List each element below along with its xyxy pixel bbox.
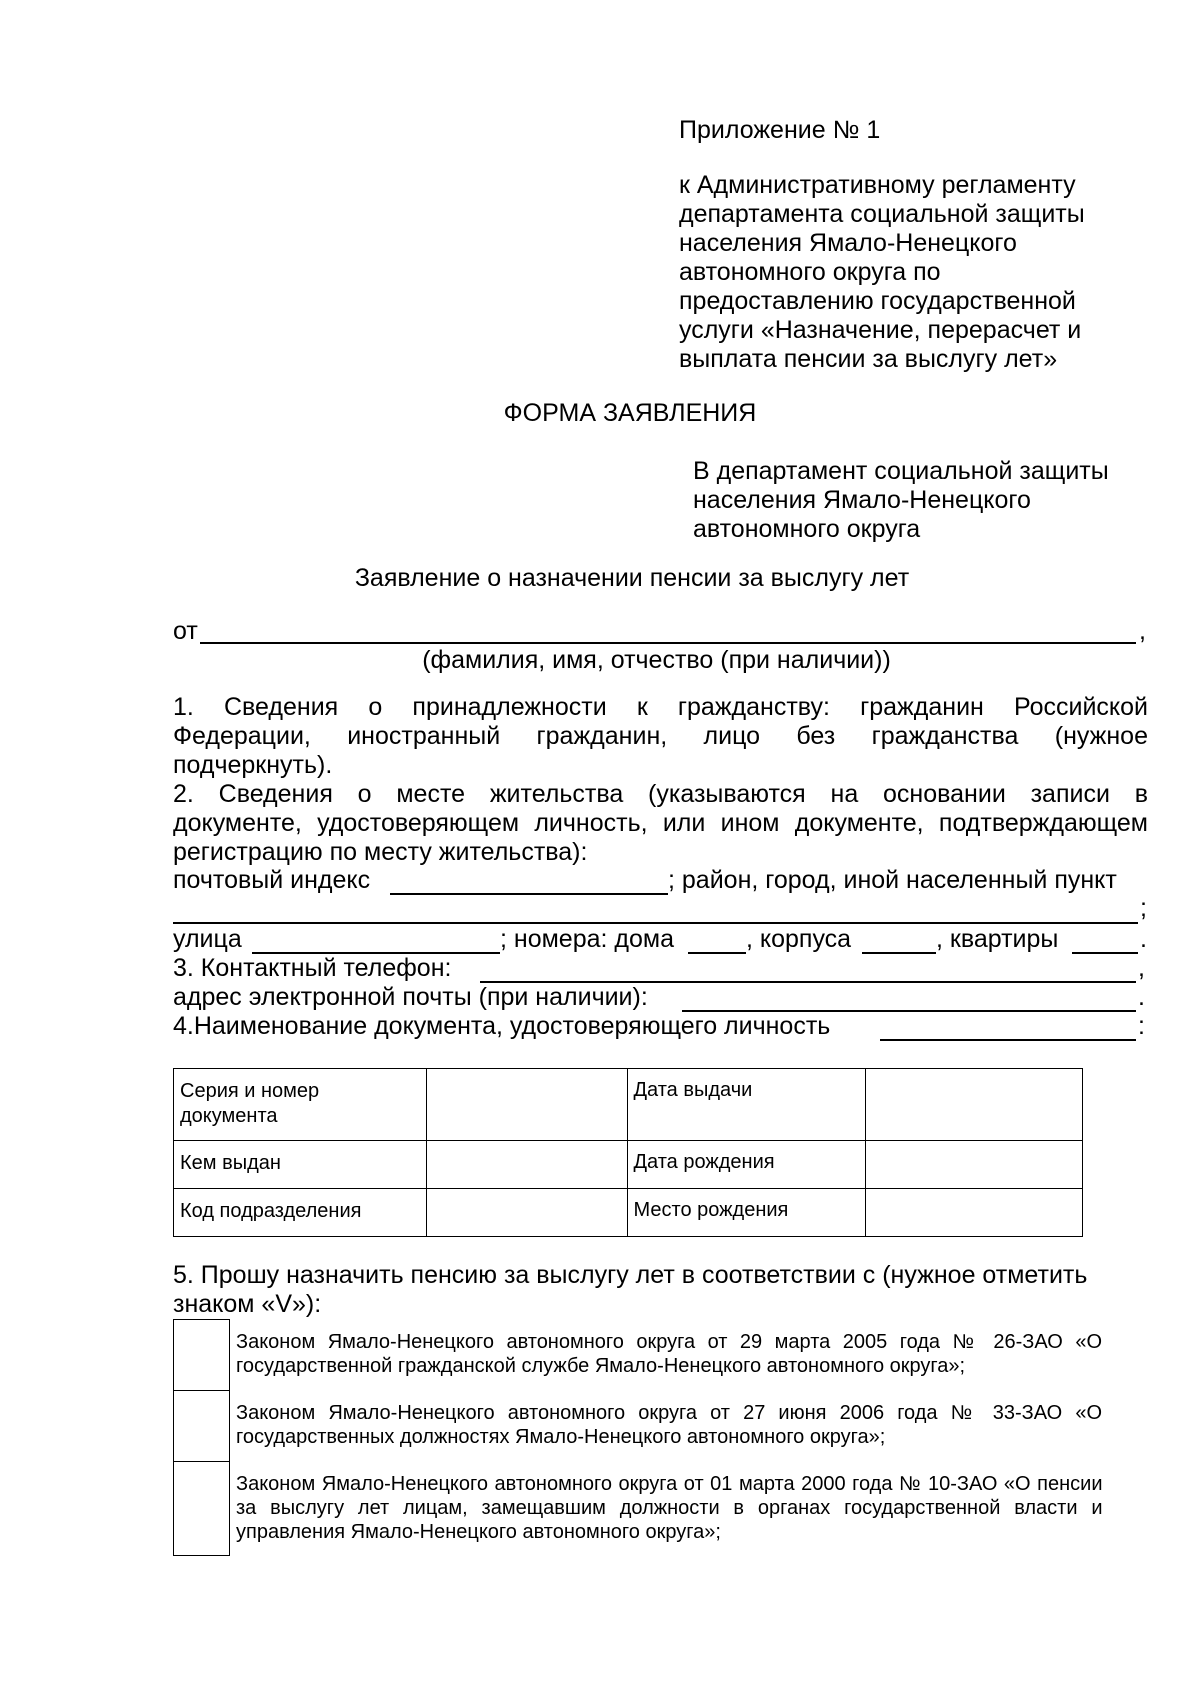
law-option-row xyxy=(174,1320,1103,1391)
law-option-row xyxy=(174,1391,1103,1462)
name-hint: (фамилия, имя, отчество (при наличии)) xyxy=(422,646,891,674)
law-option-text: Законом Ямало-Ненецкого автономного округа от 01 марта 2000 года № 10-ЗАО «О пенсии за выслугу лет лицам, замещавшим должности в органах государственной власти и управления Ямало-Ненецкого автономного округа»; xyxy=(236,1472,1103,1543)
citizenship-line: 1. Сведения о принадлежности к гражданству: гражданин Российской xyxy=(173,693,1148,721)
citizenship-line: подчеркнуть). xyxy=(173,751,333,779)
doc-name-label: 4.Наименование документа, удостоверяющего личность xyxy=(173,1012,831,1040)
table-row xyxy=(174,1141,1083,1189)
block-label: , корпуса xyxy=(746,925,852,953)
postal-index-field[interactable] xyxy=(390,893,668,895)
table-input-cell[interactable] xyxy=(866,1069,1083,1141)
block-field[interactable] xyxy=(862,952,936,954)
law-options-table xyxy=(173,1319,1103,1556)
table-input-cell[interactable] xyxy=(866,1141,1083,1189)
house-field[interactable] xyxy=(688,952,746,954)
law-option-text: Законом Ямало-Ненецкого автономного округа от 29 марта 2005 года № 26-ЗАО «О государственной гражданской службе Ямало-Ненецкого автономного округа»; xyxy=(236,1330,1102,1377)
doc-name-colon: : xyxy=(1138,1012,1145,1040)
table-label-cell: Кем выдан xyxy=(174,1141,427,1189)
pension-request-section xyxy=(173,1261,1148,1319)
table-row xyxy=(174,1189,1083,1237)
house-label: ; номера: дома xyxy=(500,925,674,953)
table-label-cell: Место рождения xyxy=(627,1189,866,1237)
appendix-line: населения Ямало-Ненецкого xyxy=(679,229,1017,257)
flat-field[interactable] xyxy=(1072,952,1138,954)
residence-line: регистрацию по месту жительства): xyxy=(173,838,588,866)
email-period: . xyxy=(1138,983,1145,1011)
appendix-line: выплата пенсии за выслугу лет» xyxy=(679,345,1058,373)
appendix-reference xyxy=(679,171,1139,374)
addressee-line: автономного округа xyxy=(693,515,921,543)
form-title: ФОРМА ЗАЯВЛЕНИЯ xyxy=(503,399,757,427)
pension-request-line: 5. Прошу назначить пенсию за выслугу лет в соответствии с (нужное отметить xyxy=(173,1261,1088,1289)
flat-period: . xyxy=(1140,925,1147,953)
pension-request-line: знаком «V»): xyxy=(173,1290,322,1318)
appendix-line: предоставлению государственной xyxy=(679,287,1076,315)
appendix-line: автономного округа по xyxy=(679,258,941,286)
appendix-line: к Административному регламенту xyxy=(679,171,1076,199)
table-input-cell[interactable] xyxy=(426,1189,627,1237)
postal-index-label: почтовый индекс xyxy=(173,866,371,894)
law-option-checkbox[interactable] xyxy=(174,1320,230,1391)
law-option-checkbox[interactable] xyxy=(174,1462,230,1556)
appendix-number: Приложение № 1 xyxy=(679,116,881,144)
table-label-cell: Дата рождения xyxy=(627,1141,866,1189)
addressee xyxy=(693,457,1153,544)
residence-line: документе, удостоверяющем личность, или ином документе, подтверждающем xyxy=(173,809,1148,837)
email-label: адрес электронной почты (при наличии): xyxy=(173,983,648,1011)
street-label: улица xyxy=(173,925,242,953)
doc-name-field[interactable] xyxy=(880,1039,1136,1041)
locality-field[interactable] xyxy=(173,922,1138,924)
table-input-cell[interactable] xyxy=(426,1141,627,1189)
law-option-row xyxy=(174,1462,1103,1556)
table-input-cell[interactable] xyxy=(426,1069,627,1141)
law-option-text: Законом Ямало-Ненецкого автономного округа от 27 июня 2006 года № 33-ЗАО «О государственных должностях Ямало-Ненецкого автономного округа»; xyxy=(236,1401,1102,1448)
phone-comma: , xyxy=(1138,954,1145,982)
addressee-line: населения Ямало-Ненецкого xyxy=(693,486,1031,514)
table-label-cell: Дата выдачи xyxy=(627,1069,866,1141)
from-label: от xyxy=(173,617,198,645)
citizenship-line: Федерации, иностранный гражданин, лицо без гражданства (нужное xyxy=(173,722,1148,750)
table-row xyxy=(174,1069,1083,1141)
locality-label: ; район, город, иной населенный пункт xyxy=(668,866,1117,894)
appendix-line: департамента социальной защиты xyxy=(679,200,1085,228)
law-option-checkbox[interactable] xyxy=(174,1391,230,1462)
citizenship-section xyxy=(173,693,1148,780)
table-label-cell: Код подразделения xyxy=(174,1189,427,1237)
table-input-cell[interactable] xyxy=(866,1189,1083,1237)
addressee-line: В департамент социальной защиты xyxy=(693,457,1109,485)
flat-label: , квартиры xyxy=(936,925,1059,953)
from-comma: , xyxy=(1139,617,1146,645)
residence-line: 2. Сведения о месте жительства (указываются на основании записи в xyxy=(173,780,1148,808)
locality-semicolon: ; xyxy=(1140,894,1147,922)
residence-section xyxy=(173,780,1148,867)
table-label-cell: Серия и номер документа xyxy=(174,1069,427,1141)
appendix-line: услуги «Назначение, перерасчет и xyxy=(679,316,1082,344)
document-table xyxy=(173,1068,1083,1237)
phone-label: 3. Контактный телефон: xyxy=(173,954,452,982)
statement-title: Заявление о назначении пенсии за выслугу лет xyxy=(354,564,910,592)
applicant-name-field[interactable] xyxy=(200,642,1136,644)
